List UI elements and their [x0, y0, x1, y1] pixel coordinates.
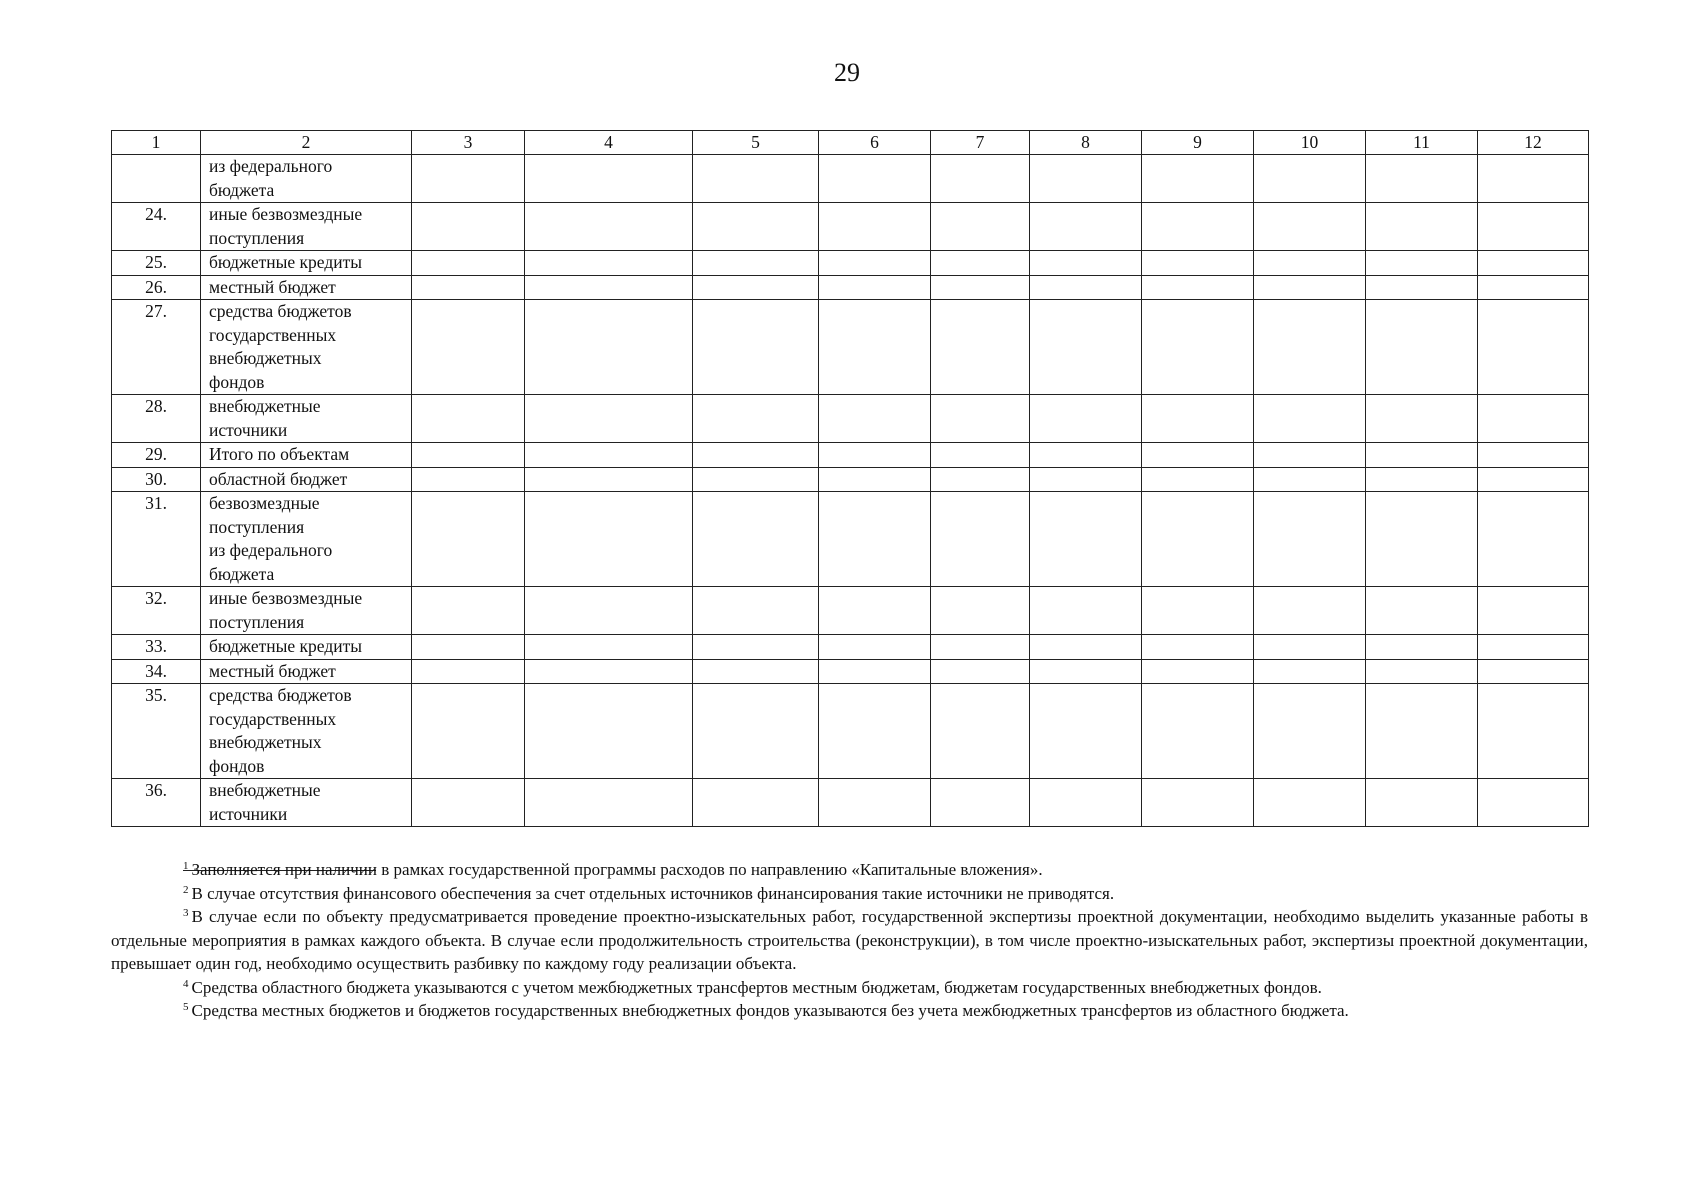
empty-cell-col-9 [1142, 635, 1254, 660]
row-number: 34. [112, 659, 201, 684]
empty-cell-col-9 [1142, 659, 1254, 684]
row-source-name: бюджетные кредиты [201, 635, 412, 660]
footnote-mark: 4 [183, 977, 189, 990]
empty-cell-col-6 [819, 203, 931, 251]
empty-cell-col-11 [1366, 587, 1478, 635]
empty-cell-col-5 [693, 395, 819, 443]
empty-cell-col-12 [1478, 779, 1589, 827]
empty-cell-col-7 [931, 203, 1030, 251]
empty-cell-col-6 [819, 443, 931, 468]
empty-cell-col-5 [693, 779, 819, 827]
row-number: 26. [112, 275, 201, 300]
empty-cell-col-10 [1254, 492, 1366, 587]
row-source-name: внебюджетные источники [201, 395, 412, 443]
empty-cell-col-3 [412, 779, 525, 827]
empty-cell-col-3 [412, 275, 525, 300]
empty-cell-col-5 [693, 635, 819, 660]
empty-cell-col-12 [1478, 635, 1589, 660]
header-row [112, 131, 1589, 155]
footnote-3 [111, 905, 1588, 976]
table-row [112, 300, 1589, 395]
table-row [112, 251, 1589, 276]
table-row [112, 635, 1589, 660]
empty-cell-col-12 [1478, 684, 1589, 779]
empty-cell-col-5 [693, 203, 819, 251]
empty-cell-col-12 [1478, 443, 1589, 468]
footnote-5 [111, 999, 1588, 1023]
empty-cell-col-7 [931, 492, 1030, 587]
empty-cell-col-6 [819, 659, 931, 684]
empty-cell-col-9 [1142, 443, 1254, 468]
empty-cell-col-6 [819, 684, 931, 779]
empty-cell-col-11 [1366, 684, 1478, 779]
row-number: 32. [112, 587, 201, 635]
empty-cell-col-3 [412, 395, 525, 443]
footnote-1 [111, 858, 1588, 882]
footnote-4 [111, 976, 1588, 1000]
financing-table [111, 130, 1589, 827]
empty-cell-col-6 [819, 155, 931, 203]
row-source-name: местный бюджет [201, 659, 412, 684]
row-number: 27. [112, 300, 201, 395]
column-header-3: 3 [412, 131, 525, 155]
empty-cell-col-11 [1366, 635, 1478, 660]
empty-cell-col-8 [1030, 635, 1142, 660]
column-header-5: 5 [693, 131, 819, 155]
empty-cell-col-11 [1366, 467, 1478, 492]
empty-cell-col-12 [1478, 203, 1589, 251]
footnote-2 [111, 882, 1588, 906]
empty-cell-col-11 [1366, 251, 1478, 276]
empty-cell-col-12 [1478, 155, 1589, 203]
row-number [112, 155, 201, 203]
empty-cell-col-9 [1142, 155, 1254, 203]
table-row [112, 587, 1589, 635]
empty-cell-col-10 [1254, 203, 1366, 251]
table-row [112, 275, 1589, 300]
empty-cell-col-11 [1366, 395, 1478, 443]
table-row [112, 155, 1589, 203]
empty-cell-col-8 [1030, 251, 1142, 276]
empty-cell-col-3 [412, 467, 525, 492]
empty-cell-col-5 [693, 251, 819, 276]
footnotes [111, 858, 1588, 1023]
empty-cell-col-12 [1478, 251, 1589, 276]
row-number: 25. [112, 251, 201, 276]
row-number: 33. [112, 635, 201, 660]
empty-cell-col-9 [1142, 467, 1254, 492]
footnote-text: Заполняется при наличии в рамках государственной программы расходов по направлению «Капитальные вложения». [191, 860, 1043, 879]
empty-cell-col-9 [1142, 779, 1254, 827]
row-number: 31. [112, 492, 201, 587]
empty-cell-col-9 [1142, 275, 1254, 300]
empty-cell-col-8 [1030, 779, 1142, 827]
empty-cell-col-7 [931, 635, 1030, 660]
empty-cell-col-4 [525, 251, 693, 276]
empty-cell-col-5 [693, 587, 819, 635]
empty-cell-col-10 [1254, 587, 1366, 635]
footnote-text: В случае если по объекту предусматривается проведение проектно-изыскательных работ, государственной экспертизы проектной документации, необходимо выделить указанные работы в отдельные мероприятия в рамках каждого объекта. В случае если продолжительность строительства (реконструкции), в том числе проектно-изыскательных работ, экспертизы проектной документации, превышает один год, необходимо осуществить разбивку по каждому году реализации объекта. [111, 907, 1588, 973]
empty-cell-col-11 [1366, 300, 1478, 395]
empty-cell-col-6 [819, 275, 931, 300]
empty-cell-col-11 [1366, 659, 1478, 684]
empty-cell-col-10 [1254, 395, 1366, 443]
empty-cell-col-8 [1030, 492, 1142, 587]
row-source-name: средства бюджетов государственных внебюджетных фондов [201, 684, 412, 779]
empty-cell-col-4 [525, 779, 693, 827]
empty-cell-col-3 [412, 443, 525, 468]
empty-cell-col-6 [819, 635, 931, 660]
column-header-8: 8 [1030, 131, 1142, 155]
empty-cell-col-7 [931, 155, 1030, 203]
empty-cell-col-3 [412, 659, 525, 684]
row-source-name: иные безвозмездные поступления [201, 587, 412, 635]
empty-cell-col-3 [412, 684, 525, 779]
empty-cell-col-11 [1366, 779, 1478, 827]
empty-cell-col-5 [693, 443, 819, 468]
empty-cell-col-4 [525, 275, 693, 300]
empty-cell-col-6 [819, 492, 931, 587]
empty-cell-col-9 [1142, 395, 1254, 443]
footnote-mark: 1 [183, 860, 189, 872]
empty-cell-col-9 [1142, 203, 1254, 251]
empty-cell-col-4 [525, 203, 693, 251]
table-row [112, 443, 1589, 468]
empty-cell-col-12 [1478, 659, 1589, 684]
empty-cell-col-4 [525, 300, 693, 395]
empty-cell-col-12 [1478, 492, 1589, 587]
footnote-text: В случае отсутствия финансового обеспечения за счет отдельных источников финансирования такие источники не приводятся. [191, 883, 1115, 903]
empty-cell-col-7 [931, 300, 1030, 395]
footnote-text: Средства областного бюджета указываются с учетом межбюджетных трансфертов местным бюджетам, бюджетам государственных внебюджетных фондов. [191, 977, 1322, 997]
empty-cell-col-9 [1142, 587, 1254, 635]
empty-cell-col-6 [819, 300, 931, 395]
empty-cell-col-8 [1030, 275, 1142, 300]
empty-cell-col-9 [1142, 684, 1254, 779]
empty-cell-col-11 [1366, 492, 1478, 587]
row-source-name: внебюджетные источники [201, 779, 412, 827]
column-header-12: 12 [1478, 131, 1589, 155]
column-header-11: 11 [1366, 131, 1478, 155]
empty-cell-col-11 [1366, 203, 1478, 251]
table-row [112, 467, 1589, 492]
empty-cell-col-12 [1478, 275, 1589, 300]
empty-cell-col-9 [1142, 300, 1254, 395]
empty-cell-col-11 [1366, 155, 1478, 203]
empty-cell-col-3 [412, 203, 525, 251]
empty-cell-col-9 [1142, 251, 1254, 276]
row-source-name: средства бюджетов государственных внебюджетных фондов [201, 300, 412, 395]
empty-cell-col-3 [412, 492, 525, 587]
empty-cell-col-4 [525, 587, 693, 635]
empty-cell-col-4 [525, 443, 693, 468]
column-header-7: 7 [931, 131, 1030, 155]
column-header-1: 1 [112, 131, 201, 155]
empty-cell-col-12 [1478, 467, 1589, 492]
footnote-mark: 2 [183, 883, 189, 896]
empty-cell-col-10 [1254, 659, 1366, 684]
table-row [112, 684, 1589, 779]
empty-cell-col-8 [1030, 467, 1142, 492]
table-row [112, 492, 1589, 587]
footnote-mark: 3 [183, 907, 189, 919]
column-header-9: 9 [1142, 131, 1254, 155]
empty-cell-col-12 [1478, 587, 1589, 635]
empty-cell-col-5 [693, 467, 819, 492]
row-source-name: иные безвозмездные поступления [201, 203, 412, 251]
empty-cell-col-9 [1142, 492, 1254, 587]
empty-cell-col-5 [693, 492, 819, 587]
row-number: 29. [112, 443, 201, 468]
row-number: 35. [112, 684, 201, 779]
empty-cell-col-7 [931, 251, 1030, 276]
empty-cell-col-6 [819, 587, 931, 635]
column-header-4: 4 [525, 131, 693, 155]
row-number: 24. [112, 203, 201, 251]
empty-cell-col-6 [819, 251, 931, 276]
empty-cell-col-11 [1366, 275, 1478, 300]
empty-cell-col-7 [931, 587, 1030, 635]
empty-cell-col-10 [1254, 275, 1366, 300]
empty-cell-col-4 [525, 395, 693, 443]
row-source-name: Итого по объектам [201, 443, 412, 468]
empty-cell-col-5 [693, 155, 819, 203]
empty-cell-col-10 [1254, 251, 1366, 276]
empty-cell-col-5 [693, 684, 819, 779]
empty-cell-col-10 [1254, 467, 1366, 492]
empty-cell-col-3 [412, 251, 525, 276]
empty-cell-col-10 [1254, 155, 1366, 203]
row-source-name: областной бюджет [201, 467, 412, 492]
table-row [112, 395, 1589, 443]
empty-cell-col-3 [412, 155, 525, 203]
empty-cell-col-10 [1254, 635, 1366, 660]
empty-cell-col-12 [1478, 300, 1589, 395]
empty-cell-col-6 [819, 395, 931, 443]
empty-cell-col-6 [819, 467, 931, 492]
empty-cell-col-10 [1254, 443, 1366, 468]
empty-cell-col-4 [525, 635, 693, 660]
row-source-name: безвозмездные поступления из федерального бюджета [201, 492, 412, 587]
empty-cell-col-7 [931, 395, 1030, 443]
empty-cell-col-3 [412, 635, 525, 660]
empty-cell-col-4 [525, 467, 693, 492]
empty-cell-col-7 [931, 275, 1030, 300]
empty-cell-col-8 [1030, 587, 1142, 635]
row-source-name: бюджетные кредиты [201, 251, 412, 276]
empty-cell-col-10 [1254, 779, 1366, 827]
empty-cell-col-4 [525, 659, 693, 684]
empty-cell-col-8 [1030, 203, 1142, 251]
empty-cell-col-4 [525, 155, 693, 203]
empty-cell-col-10 [1254, 684, 1366, 779]
table-row [112, 659, 1589, 684]
column-header-2: 2 [201, 131, 412, 155]
empty-cell-col-7 [931, 659, 1030, 684]
empty-cell-col-8 [1030, 684, 1142, 779]
row-number: 30. [112, 467, 201, 492]
empty-cell-col-8 [1030, 443, 1142, 468]
footnote-mark: 5 [183, 1001, 189, 1013]
empty-cell-col-7 [931, 684, 1030, 779]
footnote-text: Средства местных бюджетов и бюджетов государственных внебюджетных фондов указываются без учета межбюджетных трансфертов из областного бюджета. [191, 1001, 1349, 1020]
empty-cell-col-5 [693, 275, 819, 300]
table-row [112, 779, 1589, 827]
empty-cell-col-7 [931, 443, 1030, 468]
table-body [112, 155, 1589, 827]
empty-cell-col-8 [1030, 659, 1142, 684]
empty-cell-col-5 [693, 300, 819, 395]
empty-cell-col-8 [1030, 395, 1142, 443]
row-number: 36. [112, 779, 201, 827]
empty-cell-col-3 [412, 300, 525, 395]
empty-cell-col-12 [1478, 395, 1589, 443]
empty-cell-col-7 [931, 779, 1030, 827]
empty-cell-col-10 [1254, 300, 1366, 395]
empty-cell-col-8 [1030, 155, 1142, 203]
empty-cell-col-4 [525, 492, 693, 587]
empty-cell-col-11 [1366, 443, 1478, 468]
table-row [112, 203, 1589, 251]
empty-cell-col-7 [931, 467, 1030, 492]
empty-cell-col-5 [693, 659, 819, 684]
column-header-10: 10 [1254, 131, 1366, 155]
row-source-name: местный бюджет [201, 275, 412, 300]
empty-cell-col-8 [1030, 300, 1142, 395]
empty-cell-col-3 [412, 587, 525, 635]
page-number: 29 [834, 58, 860, 87]
column-header-6: 6 [819, 131, 931, 155]
empty-cell-col-6 [819, 779, 931, 827]
row-source-name: из федерального бюджета [201, 155, 412, 203]
row-number: 28. [112, 395, 201, 443]
empty-cell-col-4 [525, 684, 693, 779]
